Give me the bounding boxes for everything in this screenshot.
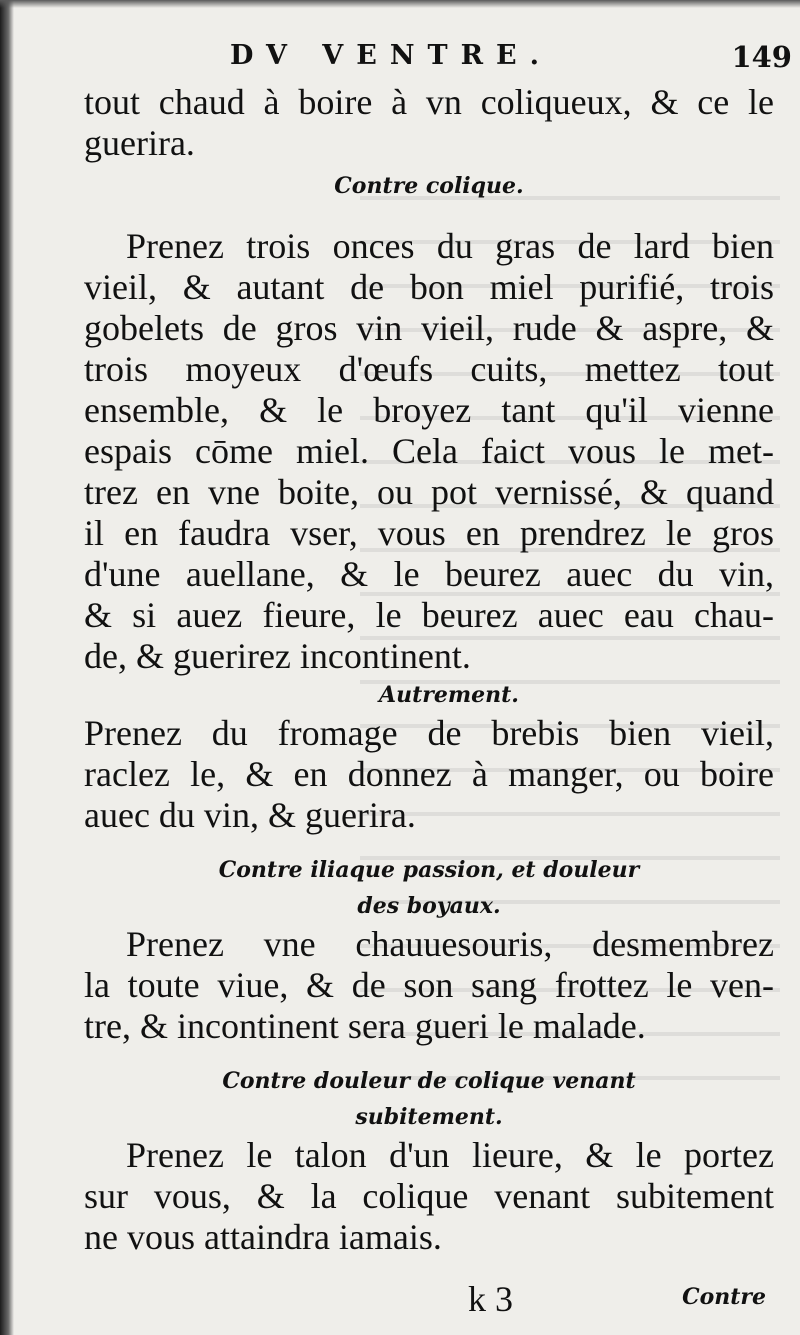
section-heading: Contre iliaque passion, et douleur [218,857,640,883]
text-line: gobelets de gros vin vieil, rude & aspre, & [84,308,774,348]
text-line: trois moyeux d'œufs cuits, mettez tout [84,349,774,389]
text-paragraph [84,713,774,836]
text-line: Prenez le talon d'un lieure, & le portez [126,1135,774,1175]
text-line: Prenez trois onces du gras de lard bien [126,226,774,266]
signature-mark: k 3 [468,1279,513,1319]
section-heading: Autrement. [379,682,519,708]
text-line: guerira. [84,123,195,163]
text-line: Prenez du fromage de brebis bien vieil, [84,713,774,753]
text-line: ensemble, & le broyez tant qu'il vienne [84,390,774,430]
text-line: espais cōme miel. Cela faict vous le met- [84,431,774,471]
text-line: ne vous attaindra iamais. [84,1217,442,1257]
text-line: il en faudra vser, vous en prendrez le gros [84,513,774,553]
text-paragraph [84,924,774,1047]
running-head: DV VENTRE. [230,40,553,71]
text-paragraph [84,226,774,677]
section-heading: Contre colique. [334,173,524,199]
text-line: Prenez vne chauuesouris, desmembrez [126,924,774,964]
text-line: d'une auellane, & le beurez auec du vin, [84,554,774,594]
text-paragraph [84,1135,774,1258]
text-line: tout chaud à boire à vn coliqueux, & ce le [84,82,774,122]
page-body [84,82,774,1258]
section-heading: Contre douleur de colique venant [222,1068,636,1094]
text-line: vieil, & autant de bon miel purifié, trois [84,267,774,307]
text-line: tre, & incontinent sera gueri le malade. [84,1006,646,1046]
page-number: 149 [731,40,792,74]
page-footer [0,1278,800,1318]
text-line: raclez le, & en donnez à manger, ou boire [84,754,774,794]
text-line: auec du vin, & guerira. [84,795,416,835]
text-line: la toute viue, & de son sang frottez le ven- [84,965,774,1005]
section-heading: subitement. [355,1104,503,1130]
text-line: de, & guerirez incontinent. [84,636,471,676]
text-line: & si auez fieure, le beurez auec eau chau- [84,595,774,635]
text-line: trez en vne boite, ou pot vernissé, & quand [84,472,774,512]
section-heading: des boyaux. [357,893,501,919]
catchword: Contre [682,1284,766,1310]
text-paragraph [84,82,774,164]
text-line: sur vous, & la colique venant subitement [84,1176,774,1216]
